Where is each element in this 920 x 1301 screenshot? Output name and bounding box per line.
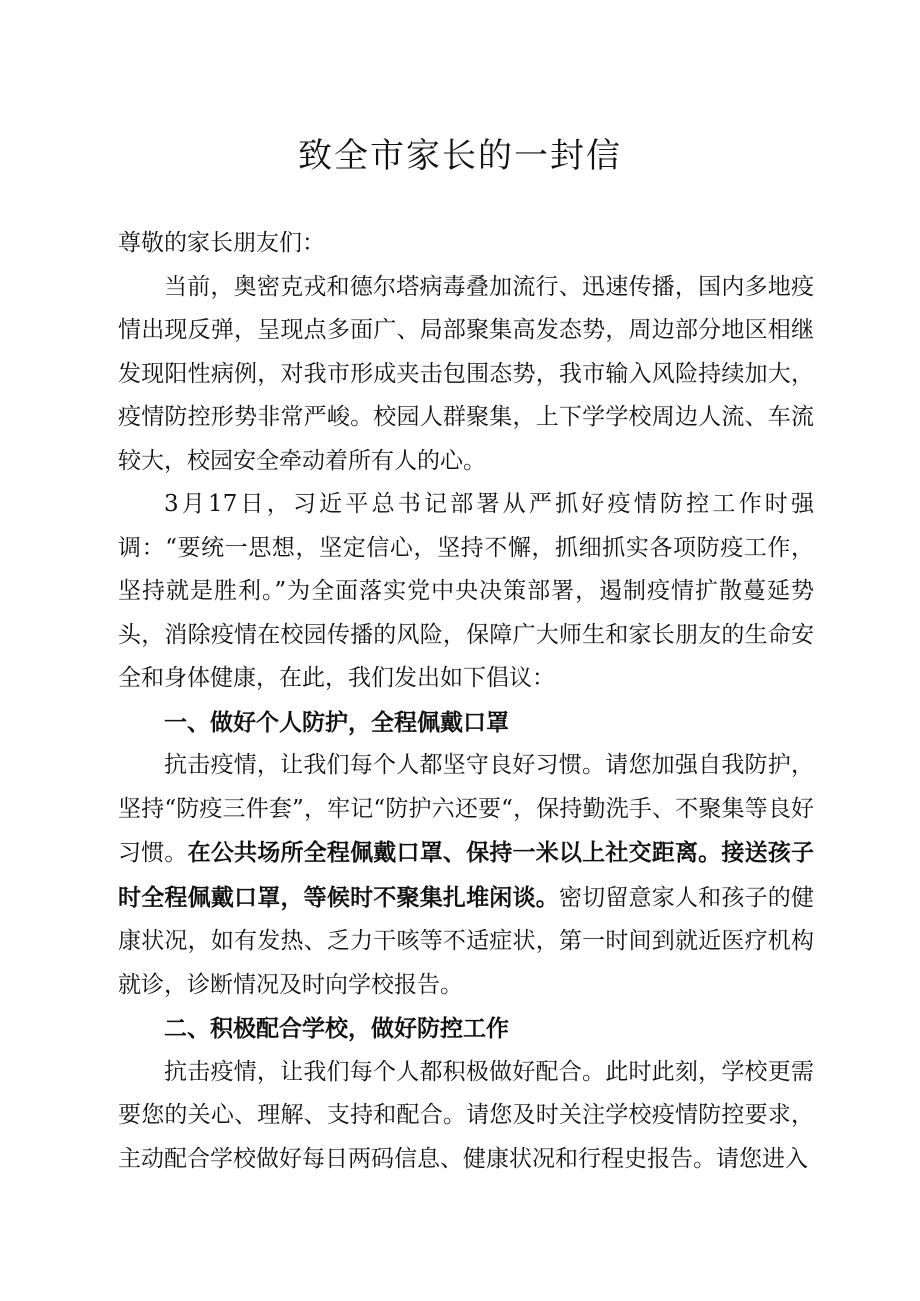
paragraph-instruction: 3月17日，习近平总书记部署从严抓好疫情防控工作时强调：“要统一思想，坚定信心，坚持不懈，抓细抓实各项防疫工作，坚持就是胜利。”为全面落实党中央决策部署，遏制疫情扩散蔓延势头，消除疫情在校园传播的风险，保障广大师生和家长朋友的生命安全和身体健康，在此，我们发出如下倡议： (118, 491, 814, 691)
section-heading-2: 二、积极配合学校，做好防控工作 (164, 1015, 509, 1042)
paragraph-bold-text: 在公共场所全程佩戴口罩、保持一米以上社交距离。接送孩子时全程佩戴口罩，等候时不聚集扎堆闲谈。 (118, 839, 815, 911)
letter-body (118, 222, 814, 1181)
section-heading-1: 一、做好个人防护，全程佩戴口罩 (164, 708, 509, 736)
letter-title: 致全市家长的一封信 (298, 136, 622, 176)
paragraph-situation: 当前，奥密克戎和德尔塔病毒叠加流行、迅速传播，国内多地疫情出现反弹，呈现点多面广、局部聚集高发态势，周边部分地区相继发现阳性病例，对我市形成夹击包围态势，我市输入风险持续加大，疫情防控形势非常严峻。校园人群聚集，上下学学校周边人流、车流较大，校园安全牵动着所有人的心。 (118, 273, 814, 474)
paragraph-cooperate-school: 抗击疫情，让我们每个人都积极做好配合。此时此刻，学校更需要您的关心、理解、支持和配合。请您及时关注学校疫情防控要求，主动配合学校做好每日两码信息、健康状况和行程史报告。请您进入 (118, 1058, 814, 1172)
salutation: 尊敬的家长朋友们： (118, 230, 325, 256)
paragraph-text: 密切留意家人和孩子的健康状况，如有发热、乏力干咳等不适症状，第一时间到就近医疗机构就诊，诊断情况及时向学校报告。 (118, 884, 815, 998)
paragraph-personal-protection (118, 744, 814, 1007)
paragraph-text: 抗击疫情，让我们每个人都坚守良好习惯。请您加强自我防护，坚持“防疫三件套”，牢记“防护六还要“，保持勤洗手、不聚集等良好习惯。 (118, 752, 814, 866)
